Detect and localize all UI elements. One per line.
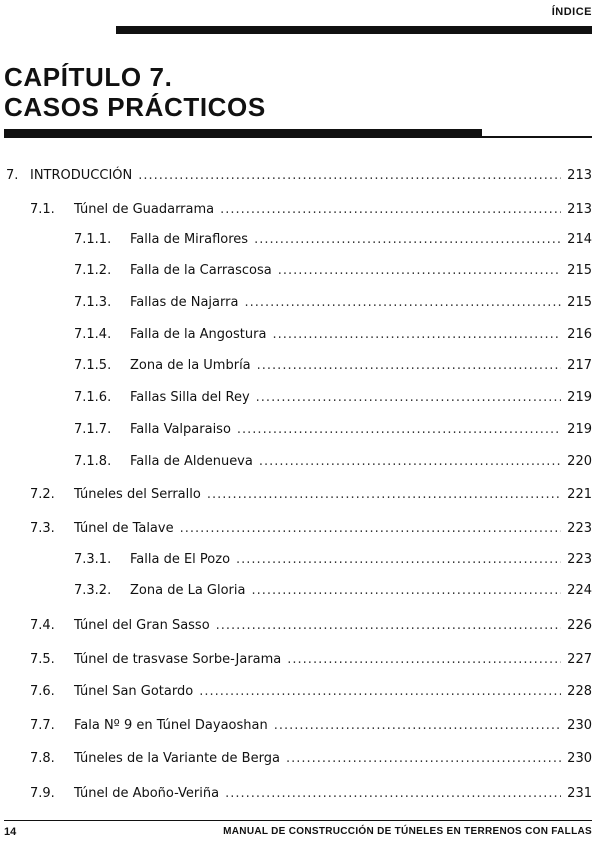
toc-entry-page: 227 bbox=[567, 652, 592, 667]
toc-entry bbox=[0, 581, 592, 601]
toc-leader-dots bbox=[254, 230, 561, 250]
toc-entry-number: 7.1.3. bbox=[74, 295, 112, 310]
toc-entry-page: 228 bbox=[567, 684, 592, 699]
toc-entry-number: 7.1.2. bbox=[74, 263, 112, 278]
toc-entry bbox=[0, 261, 592, 281]
toc-entry bbox=[0, 716, 592, 736]
toc-entry bbox=[0, 166, 592, 186]
toc-entry-number: 7.1. bbox=[30, 202, 55, 217]
toc-leader-dots bbox=[207, 485, 561, 505]
footer-book-title: MANUAL DE CONSTRUCCIÓN DE TÚNELES EN TERRENOS CON FALLAS bbox=[223, 826, 592, 837]
toc-entry-number: 7.3.1. bbox=[74, 552, 112, 567]
toc-leader-dots bbox=[180, 519, 562, 539]
toc-entry bbox=[0, 452, 592, 472]
toc-leader-dots bbox=[216, 616, 562, 636]
toc-entry-number: 7.1.5. bbox=[74, 358, 112, 373]
toc-entry-page: 221 bbox=[567, 487, 592, 502]
toc-entry-title: Zona de la Umbría bbox=[130, 358, 251, 373]
toc-entry bbox=[0, 356, 592, 376]
toc-entry-title: Fallas Silla del Rey bbox=[130, 390, 250, 405]
toc-leader-dots bbox=[259, 452, 561, 472]
toc-entry-title: Túnel de Guadarrama bbox=[74, 202, 215, 217]
header-rule bbox=[116, 26, 592, 34]
toc-entry-title: Túnel de Aboño-Veriña bbox=[74, 786, 220, 801]
toc-entry-page: 226 bbox=[567, 618, 592, 633]
toc-entry-title: Falla de la Carrascosa bbox=[130, 263, 272, 278]
toc-entry-page: 217 bbox=[567, 358, 592, 373]
toc-leader-dots bbox=[138, 166, 561, 186]
toc-entry-number: 7.1.8. bbox=[74, 454, 112, 469]
toc-entry bbox=[0, 682, 592, 702]
toc-entry-title: Fallas de Najarra bbox=[130, 295, 239, 310]
toc-entry bbox=[0, 325, 592, 345]
toc-leader-dots bbox=[272, 325, 561, 345]
toc-entry-title: Túneles de la Variante de Berga bbox=[74, 751, 280, 766]
toc-entry-page: 215 bbox=[567, 295, 592, 310]
toc-entry-title: Falla de Miraflores bbox=[130, 232, 249, 247]
toc-leader-dots bbox=[286, 749, 561, 769]
toc-entry-number: 7.1.1. bbox=[74, 232, 112, 247]
toc-entry-page: 219 bbox=[567, 422, 592, 437]
toc-entry-title: Túnel de trasvase Sorbe-Jarama bbox=[74, 652, 282, 667]
toc-entry-number: 7.1.4. bbox=[74, 327, 112, 342]
toc-leader-dots bbox=[237, 420, 561, 440]
toc-entry bbox=[0, 293, 592, 313]
chapter-title-line2: CASOS PRÁCTICOS bbox=[4, 92, 266, 122]
toc-entry-page: 230 bbox=[567, 718, 592, 733]
toc-entry-number: 7.3.2. bbox=[74, 583, 112, 598]
toc-entry-page: 223 bbox=[567, 521, 592, 536]
toc-entry bbox=[0, 420, 592, 440]
toc-entry-number: 7.5. bbox=[30, 652, 55, 667]
toc-entry-title: Fala Nº 9 en Túnel Dayaoshan bbox=[74, 718, 268, 733]
toc-leader-dots bbox=[257, 356, 562, 376]
toc-leader-dots bbox=[278, 261, 561, 281]
running-head: ÍNDICE bbox=[551, 6, 592, 18]
toc-leader-dots bbox=[287, 650, 561, 670]
toc-entry-number: 7.2. bbox=[30, 487, 55, 502]
footer-page-number: 14 bbox=[4, 826, 17, 838]
toc-leader-dots bbox=[225, 784, 561, 804]
toc-entry-title: INTRODUCCIÓN bbox=[30, 168, 133, 183]
toc-entry-title: Falla de El Pozo bbox=[130, 552, 231, 567]
toc-entry-title: Túnel San Gotardo bbox=[74, 684, 194, 699]
toc-entry-page: 215 bbox=[567, 263, 592, 278]
toc-entry-page: 224 bbox=[567, 583, 592, 598]
chapter-title-line1: CAPÍTULO 7. bbox=[4, 62, 173, 92]
toc-entry-number: 7.9. bbox=[30, 786, 55, 801]
chapter-title bbox=[4, 62, 266, 122]
toc-entry-page: 220 bbox=[567, 454, 592, 469]
toc-entry-page: 231 bbox=[567, 786, 592, 801]
toc-entry-title: Falla Valparaiso bbox=[130, 422, 231, 437]
toc-entry-number: 7.3. bbox=[30, 521, 55, 536]
toc-leader-dots bbox=[220, 200, 561, 220]
toc-entry bbox=[0, 784, 592, 804]
toc-entry-title: Zona de La Gloria bbox=[130, 583, 246, 598]
toc-leader-dots bbox=[274, 716, 561, 736]
toc-entry bbox=[0, 230, 592, 250]
toc-leader-dots bbox=[244, 293, 561, 313]
toc-entry-page: 213 bbox=[567, 168, 592, 183]
chapter-rule bbox=[4, 129, 482, 138]
toc-entry-number: 7. bbox=[6, 168, 19, 183]
toc-entry bbox=[0, 616, 592, 636]
toc-entry bbox=[0, 519, 592, 539]
toc-entry bbox=[0, 650, 592, 670]
toc-leader-dots bbox=[251, 581, 561, 601]
toc-entry-title: Túneles del Serrallo bbox=[74, 487, 201, 502]
toc-entry bbox=[0, 388, 592, 408]
toc-entry-page: 214 bbox=[567, 232, 592, 247]
toc-entry-number: 7.7. bbox=[30, 718, 55, 733]
toc-entry-title: Falla de Aldenueva bbox=[130, 454, 253, 469]
toc-leader-dots bbox=[256, 388, 562, 408]
toc-entry bbox=[0, 485, 592, 505]
toc-entry-page: 223 bbox=[567, 552, 592, 567]
toc-entry-number: 7.1.7. bbox=[74, 422, 112, 437]
toc-entry-number: 7.6. bbox=[30, 684, 55, 699]
toc-entry-page: 216 bbox=[567, 327, 592, 342]
chapter-rule-thin bbox=[478, 136, 592, 138]
toc-entry-page: 219 bbox=[567, 390, 592, 405]
toc-leader-dots bbox=[236, 550, 561, 570]
toc-entry bbox=[0, 749, 592, 769]
toc-entry-page: 213 bbox=[567, 202, 592, 217]
toc-entry bbox=[0, 550, 592, 570]
toc-entry-number: 7.8. bbox=[30, 751, 55, 766]
footer-rule bbox=[4, 820, 592, 821]
toc-entry-title: Túnel del Gran Sasso bbox=[74, 618, 210, 633]
toc-entry-title: Túnel de Talave bbox=[74, 521, 174, 536]
toc-entry-number: 7.1.6. bbox=[74, 390, 112, 405]
toc-leader-dots bbox=[199, 682, 561, 702]
toc-entry-number: 7.4. bbox=[30, 618, 55, 633]
toc-entry bbox=[0, 200, 592, 220]
toc-entry-page: 230 bbox=[567, 751, 592, 766]
toc-entry-title: Falla de la Angostura bbox=[130, 327, 267, 342]
